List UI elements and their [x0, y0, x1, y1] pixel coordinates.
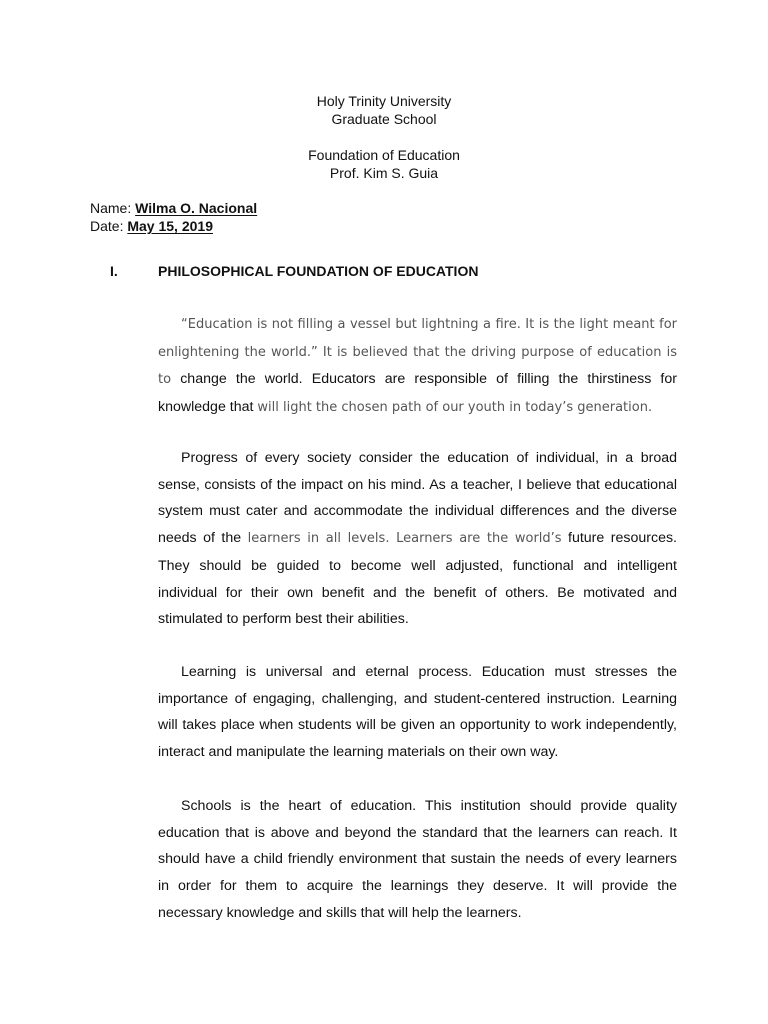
- paragraph-4: Schools is the heart of education. This institution should provide quality education that is above and beyond the standard that the learners can reach. It should have a child friendly environment that sustain the needs of every learners in order for them to acquire the learnings they deserve. It will provide the necessary knowledge and skills that will help the learners.: [158, 798, 677, 921]
- date-line: [90, 218, 213, 235]
- institution-header: [0, 92, 768, 128]
- paragraph-1-part-a: “Education is not filling a vessel but lightning a fire. It is the light meant for enlightening the world.” It is believed that the driving purpose of education is to: [158, 317, 677, 388]
- section-heading: [110, 262, 478, 280]
- paragraph-2: [158, 445, 677, 633]
- course-header: [0, 146, 768, 182]
- paragraph-3: Learning is universal and eternal process. Education must stresses the importance of engaging, challenging, and student-centered instruction. Learning will takes place when students will be given an opportunity to work independently, interact and manipulate the learning materials on their own way.: [158, 664, 677, 761]
- professor-name: Prof. Kim S. Guia: [329, 165, 439, 181]
- school-name: Graduate School: [331, 111, 437, 127]
- paragraph-2-part-b: learners in all levels. Learners are the world’s: [247, 531, 562, 547]
- paragraph-2-part-c: future resources. They should be guided to become well adjusted, functional and intelligent individual for their own benefit and the benefit of others. Be motivated and stimulated to perform best their abilities.: [158, 530, 677, 628]
- paragraph-2-part-a: Progress of every society consider the education of individual, in a broad sense, consists of the impact on his mind. As a teacher, I believe that educational system must cater and accommodate the individual differences and the diverse needs of the: [158, 450, 677, 547]
- name-line: [90, 200, 257, 217]
- course-title: Foundation of Education: [308, 147, 460, 163]
- paragraph-1-part-b: change the world. Educators are responsible of filling the thirstiness for knowledge that: [158, 371, 677, 416]
- name-label: Name:: [90, 200, 136, 216]
- paragraph-1-part-c: will light the chosen path of our youth in today’s generation.: [257, 400, 653, 416]
- name-value: Wilma O. Nacional: [135, 200, 258, 216]
- date-value: May 15, 2019: [127, 218, 213, 234]
- date-label: Date:: [90, 218, 128, 234]
- section-title: PHILOSOPHICAL FOUNDATION OF EDUCATION: [158, 263, 479, 279]
- paragraph-1: [158, 311, 677, 422]
- university-name: Holy Trinity University: [316, 93, 452, 109]
- section-number: I.: [110, 263, 118, 279]
